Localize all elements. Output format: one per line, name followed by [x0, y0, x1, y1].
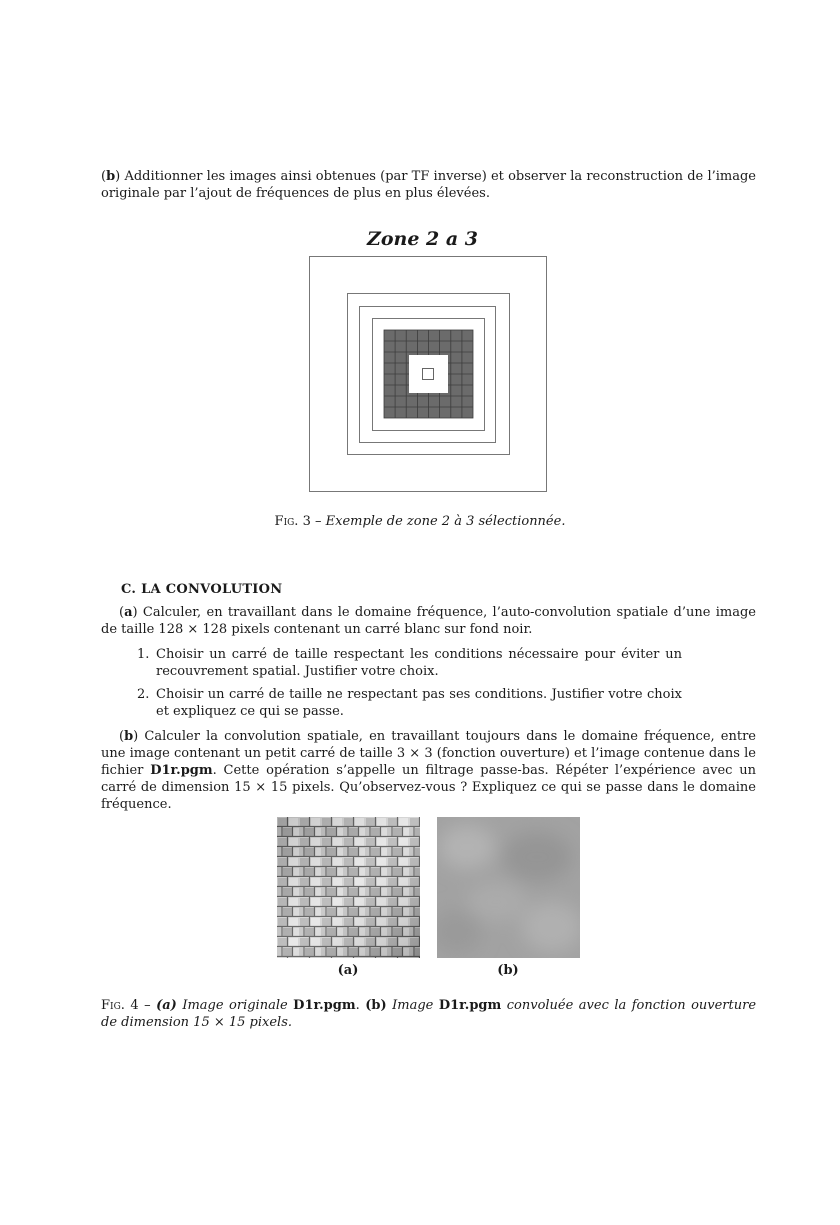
- paragraph-text: . Cette opération s’appelle un filtrage passe-bas. Répéter l’expérience avec un carré de dimension 15 × 15 pixels. Qu’observez-vous ? Expliquez ce qui se passe dans le domaine fréquence.: [101, 763, 756, 812]
- file-name: D1r.pgm: [438, 998, 502, 1013]
- item-label: b: [124, 729, 134, 744]
- caption-text: Exemple de zone 2 à 3 sélectionnée.: [325, 514, 566, 529]
- file-name: D1r.pgm: [150, 763, 213, 778]
- caption-label-a: (a): [156, 998, 177, 1013]
- caption-prefix: Fig. 3 –: [274, 514, 322, 529]
- list-text: Choisir un carré de taille ne respectant pas ses conditions. Justifier votre choix et expliquez ce qui se passe.: [156, 687, 682, 719]
- list-number: 2.: [137, 687, 150, 702]
- item-label: b: [106, 169, 116, 184]
- original-brick-image: [277, 817, 420, 958]
- item-label: a: [124, 605, 133, 620]
- paragraph-text: Calculer, en travaillant dans le domaine fréquence, l’auto-convolution spatiale d’une image de taille 128 × 128 pixels contenant un carré blanc sur fond noir.: [101, 605, 756, 637]
- figure-3-caption: [0, 513, 840, 530]
- list-item: [137, 646, 682, 680]
- figure-3-title: Zone 2 a 3: [366, 228, 479, 250]
- caption-text: Image: [392, 998, 434, 1013]
- list-text: Choisir un carré de taille respectant les conditions nécessaire pour éviter un recouvrement spatial. Justifier votre choix.: [156, 647, 682, 679]
- caption-text: Image originale: [182, 998, 288, 1013]
- paragraph-b-reconstruction: (b) Additionner les images ainsi obtenues (par TF inverse) et observer la reconstruction de l’image originale par l’ajout de fréquences de plus en plus élevées.: [101, 169, 756, 201]
- figure-4-caption: Fig. 4 – (a) Image originale D1r.pgm. (b) Image D1r.pgm convoluée avec la fonction ouverture de dimension 15 × 15 pixels.: [101, 998, 757, 1030]
- paragraph-text: Calculer la convolution spatiale, en travaillant toujours dans le domaine fréquence, entre une image contenant un petit carré de taille 3 × 3 (fonction ouverture) et l’image contenue dans le fichier: [101, 729, 756, 778]
- caption-text: convoluée avec la fonction ouverture de dimension 15 × 15 pixels.: [101, 998, 757, 1030]
- paragraph-a-autoconvolution: (a) Calculer, en travaillant dans le domaine fréquence, l’auto-convolution spatiale d’une image de taille 128 × 128 pixels contenant un carré blanc sur fond noir.: [101, 605, 756, 637]
- center-small-square: [423, 369, 434, 380]
- subfigure-label-b: (b): [497, 963, 519, 978]
- blurred-convolved-image: [437, 817, 580, 958]
- caption-label-b: (b): [365, 998, 387, 1013]
- paragraph-b-convolution: (b) Calculer la convolution spatiale, en travaillant toujours dans le domaine fréquence, entre une image contenant un petit carré de taille 3 × 3 (fonction ouverture) et l’image contenue dans le fichier D1r.pgm. Cette opération s’appelle un filtrage passe-bas. Répéter l’expérience avec un carré de dimension 15 × 15 pixels. Qu’observez-vous ? Expliquez ce qui se passe dans le domaine fréquence.: [101, 729, 756, 812]
- caption-prefix: Fig. 4 –: [101, 998, 151, 1013]
- list-number: 1.: [137, 647, 150, 662]
- section-heading: C. LA CONVOLUTION: [121, 582, 283, 597]
- file-name: D1r.pgm: [293, 998, 356, 1013]
- list-item: [137, 686, 682, 720]
- figure-3-zone-diagram: [309, 256, 547, 494]
- subfigure-label-a: (a): [337, 963, 359, 978]
- paragraph-text: Additionner les images ainsi obtenues (par TF inverse) et observer la reconstruction de l’image originale par l’ajout de fréquences de plus en plus élevées.: [101, 169, 756, 201]
